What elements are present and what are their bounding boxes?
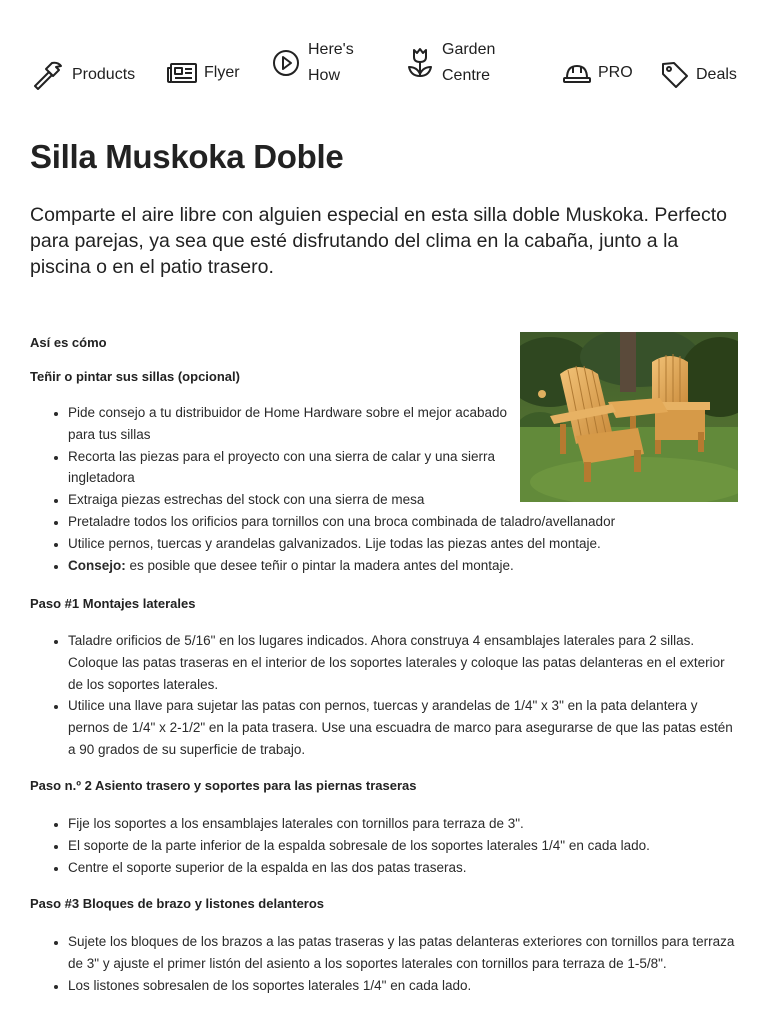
flower-icon — [406, 47, 434, 79]
how-heading: Así es cómo — [30, 335, 107, 350]
step3-list — [30, 931, 738, 996]
list-item: • Pretaladre todos los orificios para tornillos con una broca combinada de taladro/avellanador — [68, 511, 738, 533]
list-item: • Utilice una llave para sujetar las patas con pernos, tuercas y arandelas de 1/4" x 3" en la pata delantera y pernos de 1/4" x 2-1/2" en la pata trasera. Use una escuadra de marco para asegurarse de que las patas estén a 90 grados de su superficie de trabajo. — [68, 695, 738, 760]
hard-hat-icon — [562, 60, 592, 86]
list-item: • Sujete los bloques de los brazos a las patas traseras y las patas delanteras exteriores con tornillos para terraza de 3" y ajuste el primer listón del asiento a los soportes laterales con tornillos para terraza de 1-5/8". — [68, 931, 738, 975]
step2-heading: Paso n.º 2 Asiento trasero y soportes para las piernas traseras — [30, 778, 417, 793]
page-intro: Comparte el aire libre con alguien especial en esta silla doble Muskoka. Perfecto para parejas, ya sea que esté disfrutando del clima en la cabaña, junto a la piscina o en el patio trasero. — [30, 204, 727, 278]
nav-garden-line2: Centre — [442, 67, 491, 84]
nav-pro-label: PRO — [598, 64, 633, 81]
tip-text: es posible que desee teñir o pintar la madera antes del montaje. — [125, 557, 514, 573]
page-title: Silla Muskoka Doble — [30, 138, 344, 175]
top-navigation — [0, 0, 768, 120]
list-item: • El soporte de la parte inferior de la espalda sobresale de los soportes laterales 1/4" en cada lado. — [68, 835, 738, 857]
list-item-tip — [68, 555, 738, 577]
nav-flyer[interactable] — [166, 60, 240, 86]
list-item: • Pide consejo a tu distribuidor de Home Hardware sobre el mejor acabado para tus sillas — [68, 402, 518, 446]
stain-list — [30, 402, 518, 511]
nav-flyer-label: Flyer — [204, 64, 240, 81]
list-item: • Recorta las piezas para el proyecto con una sierra de calar y una sierra ingletadora — [68, 446, 518, 490]
list-item: • Fije los soportes a los ensamblajes laterales con tornillos para terraza de 3". — [68, 813, 738, 835]
tip-label: Consejo: — [68, 557, 126, 573]
list-item: • Centre el soporte superior de la espalda en las dos patas traseras. — [68, 857, 738, 879]
list-item: • Utilice pernos, tuercas y arandelas galvanizados. Lije todas las piezas antes del montaje. — [68, 533, 738, 555]
step2-list — [30, 813, 738, 878]
stain-list-continued — [30, 511, 738, 576]
nav-products-label: Products — [72, 66, 136, 83]
price-tag-icon — [660, 60, 690, 90]
nav-deals-label: Deals — [696, 66, 737, 83]
nav-heres-how-line2: How — [308, 67, 341, 84]
nav-pro[interactable] — [562, 60, 633, 86]
play-circle-icon — [272, 49, 300, 77]
nav-deals[interactable] — [660, 60, 737, 90]
nav-garden-line1: Garden — [442, 41, 496, 58]
stain-heading: Teñir o pintar sus sillas (opcional) — [30, 369, 240, 384]
nav-products[interactable] — [32, 60, 135, 90]
step3-heading: Paso #3 Bloques de brazo y listones delanteros — [30, 896, 325, 911]
newspaper-icon — [166, 60, 198, 86]
step1-list — [30, 630, 738, 761]
hammer-icon — [32, 60, 66, 90]
list-item: • Extraiga piezas estrechas del stock con una sierra de mesa — [68, 489, 518, 511]
list-item: • Los listones sobresalen de los soportes laterales 1/4" en cada lado. — [68, 975, 738, 997]
list-item: • Taladre orificios de 5/16" en los lugares indicados. Ahora construya 4 ensamblajes laterales para 2 sillas. Coloque las patas traseras en el interior de los soportes laterales y coloque las patas delanteras en el exterior de los soportes laterales. — [68, 630, 738, 695]
nav-heres-how-line1: Here's — [308, 41, 354, 58]
nav-heres-how[interactable] — [272, 37, 354, 89]
step1-heading: Paso #1 Montajes laterales — [30, 596, 196, 611]
muskoka-chairs-photo — [520, 332, 738, 502]
nav-garden-centre[interactable] — [406, 37, 495, 89]
